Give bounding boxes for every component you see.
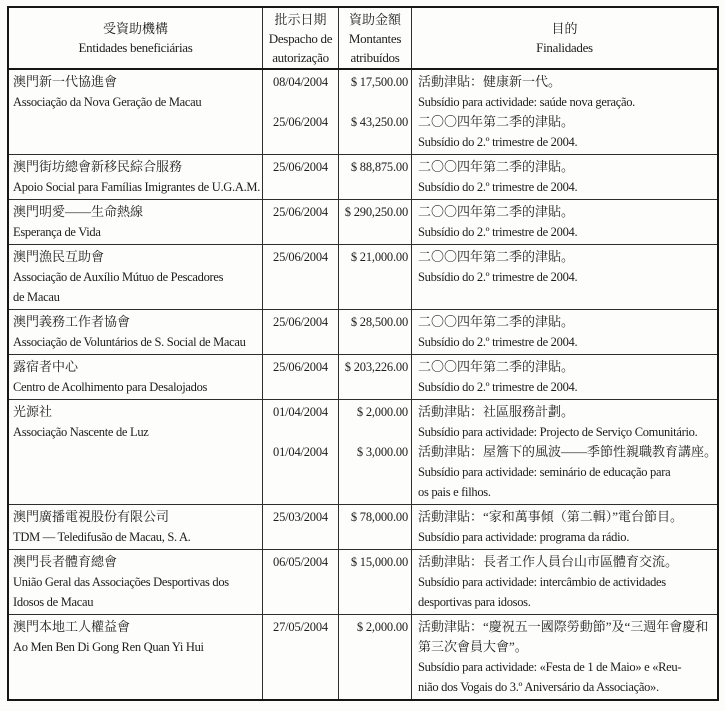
date-cell [263,245,339,309]
table-row [9,154,717,199]
table-row [9,549,717,614]
purpose-line: Subsídio para actividade: intercâmbio de actividades [418,575,666,589]
amount-cell [339,155,412,199]
entity-line: 露宿者中心 [13,359,79,374]
purpose-cell [412,505,717,549]
purpose-line: 二〇〇四年第二季的津貼。 [418,204,575,219]
entity-line: 光源社 [13,404,53,419]
purpose-cell [412,550,717,614]
entity-line: 澳門廣播電視股份有限公司 [13,509,170,524]
header-entities-cell [9,8,263,68]
purpose-line: 活動津貼：屋簷下的風波——季節性親職教育講座。 [418,444,718,459]
amount-value: $ 2,000.00 [356,620,408,634]
purpose-line: 活動津貼：健康新一代。 [418,74,562,89]
purpose-cell [412,355,717,399]
entity-cell [9,355,263,399]
amount-value: $ 17,500.00 [350,75,408,89]
purpose-line: 二〇〇四年第二季的津貼。 [418,114,575,129]
entity-cell [9,400,263,504]
header-entities-pt: Entidades beneficiárias [78,40,193,55]
authorization-date: 25/06/2004 [273,250,328,264]
entity-line: 澳門新一代協進會 [13,74,118,89]
authorization-date: 01/04/2004 [273,405,328,419]
header-purpose-pt: Finalidades [536,40,593,55]
header-date-cell [263,8,339,68]
amount-cell [339,70,412,154]
purpose-cell [412,400,717,504]
purpose-cell [412,200,717,244]
purpose-line: Subsídio do 2.º trimestre de 2004. [418,270,578,284]
entity-cell [9,310,263,354]
authorization-date: 08/04/2004 [273,75,328,89]
entity-line: 澳門長者體育總會 [13,554,118,569]
date-cell [263,505,339,549]
header-amount-zh: 資助金額 [348,11,401,27]
entity-line: Centro de Acolhimento para Desalojados [13,380,208,394]
purpose-cell [412,245,717,309]
authorization-date: 25/06/2004 [273,360,328,374]
entity-line: Apoio Social para Famílias Imigrantes de U.G.A.M. [13,180,261,194]
amount-value: $ 290,250.00 [344,205,408,219]
purpose-line: Subsídio para actividade: «Festa de 1 de Maio» e «Reu- [418,660,682,674]
table-row [9,244,717,309]
purpose-line: 活動津貼：“家和萬事傾（第二輯）”電台節目。 [418,509,684,524]
entity-cell [9,200,263,244]
purpose-line: 二〇〇四年第二季的津貼。 [418,159,575,174]
amount-value: $ 88,875.00 [350,160,408,174]
purpose-line: Subsídio do 2.º trimestre de 2004. [418,380,578,394]
authorization-date: 25/06/2004 [273,205,328,219]
amount-value: $ 21,000.00 [350,250,408,264]
entity-line: 澳門本地工人權益會 [13,619,131,634]
purpose-line: 第三次會員大會”。 [418,639,528,654]
entity-line: Associação da Nova Geração de Macau [13,95,202,109]
entity-line: Ao Men Ben Di Gong Ren Quan Yi Hui [13,640,204,654]
entity-cell [9,615,263,699]
entity-line: Associação de Auxílio Mútuo de Pescadores [13,270,224,284]
entity-line: Idosos de Macau [13,595,94,609]
entity-cell [9,70,263,154]
date-cell [263,615,339,699]
purpose-line: nião dos Vogais do 3.º Aniversário da Associação». [418,680,659,694]
amount-value: $ 203,226.00 [344,360,408,374]
entity-line: Associação Nascente de Luz [13,425,149,439]
purpose-line: 二〇〇四年第二季的津貼。 [418,359,575,374]
amount-cell [339,550,412,614]
subsidy-table [7,6,719,701]
amount-cell [339,400,412,504]
header-amount-cell [339,8,412,68]
entity-line: 澳門明愛——生命熱線 [13,204,144,219]
purpose-cell [412,70,717,154]
table-body [9,70,717,699]
purpose-line: Subsídio do 2.º trimestre de 2004. [418,335,578,349]
header-purpose-zh: 目的 [551,21,578,36]
entity-cell [9,550,263,614]
amount-cell [339,245,412,309]
header-amount-pt: atribuídos [350,49,400,65]
purpose-line: Subsídio do 2.º trimestre de 2004. [418,180,578,194]
purpose-line: 二〇〇四年第二季的津貼。 [418,249,575,264]
header-date-zh: 批示日期 [274,11,327,27]
date-cell [263,155,339,199]
entity-line: 澳門義務工作者協會 [13,314,131,329]
authorization-date: 25/03/2004 [273,510,328,524]
purpose-line: 活動津貼：“慶祝五一國際勞動節”及“三週年會慶和 [418,619,709,634]
purpose-line: os pais e filhos. [418,485,491,499]
purpose-line: 二〇〇四年第二季的津貼。 [418,314,575,329]
amount-value: $ 15,000.00 [350,555,408,569]
table-row [9,399,717,504]
entity-line: de Macau [13,290,60,304]
purpose-line: Subsídio do 2.º trimestre de 2004. [418,225,578,239]
amount-cell [339,355,412,399]
entity-line: Esperança de Vida [13,225,101,239]
purpose-line: Subsídio do 2.º trimestre de 2004. [418,135,578,149]
date-cell [263,70,339,154]
purpose-line: 活動津貼：社區服務計劃。 [418,404,575,419]
table-header [9,8,717,70]
purpose-line: Subsídio para actividade: seminário de educação para [418,465,671,479]
purpose-cell [412,310,717,354]
authorization-date: 25/06/2004 [273,115,328,129]
entity-line: União Geral das Associações Desportivas dos [13,575,229,589]
header-entities-zh: 受資助機構 [102,21,168,36]
date-cell [263,550,339,614]
amount-value: $ 3,000.00 [356,445,408,459]
entity-line: Associação de Voluntários de S. Social de Macau [13,335,246,349]
purpose-line: Subsídio para actividade: saúde nova geração. [418,95,635,109]
authorization-date: 06/05/2004 [273,555,328,569]
amount-cell [339,615,412,699]
table-row [9,354,717,399]
header-date-pt: autorização [272,49,329,65]
entity-line: 澳門街坊總會新移民綜合服務 [13,159,183,174]
entity-line: TDM — Teledifusão de Macau, S. A. [13,530,191,544]
entity-cell [9,245,263,309]
date-cell [263,310,339,354]
purpose-line: Subsídio para actividade: programa da rádio. [418,530,630,544]
purpose-line: 活動津貼：長者工作人員台山市區體育交流。 [418,554,679,569]
authorization-date: 27/05/2004 [273,620,328,634]
amount-cell [339,505,412,549]
amount-value: $ 2,000.00 [356,405,408,419]
entity-cell [9,155,263,199]
amount-cell [339,310,412,354]
table-row [9,199,717,244]
entity-line: 澳門漁民互助會 [13,249,105,264]
date-cell [263,400,339,504]
authorization-date: 25/06/2004 [273,315,328,329]
purpose-cell [412,615,717,699]
amount-value: $ 28,500.00 [350,315,408,329]
header-amount-pt: Montantes [348,30,402,46]
date-cell [263,355,339,399]
purpose-cell [412,155,717,199]
amount-value: $ 43,250.00 [350,115,408,129]
authorization-date: 01/04/2004 [273,445,328,459]
amount-cell [339,200,412,244]
purpose-line: Subsídio para actividade: Projecto de Serviço Comunitário. [418,425,698,439]
table-row [9,309,717,354]
entity-cell [9,505,263,549]
table-row [9,70,717,154]
amount-value: $ 78,000.00 [350,510,408,524]
header-date-pt: Despacho de [268,30,333,46]
authorization-date: 25/06/2004 [273,160,328,174]
date-cell [263,200,339,244]
purpose-line: desportivas para idosos. [418,595,531,609]
header-purpose-cell [412,8,717,68]
table-row [9,504,717,549]
table-row [9,614,717,699]
